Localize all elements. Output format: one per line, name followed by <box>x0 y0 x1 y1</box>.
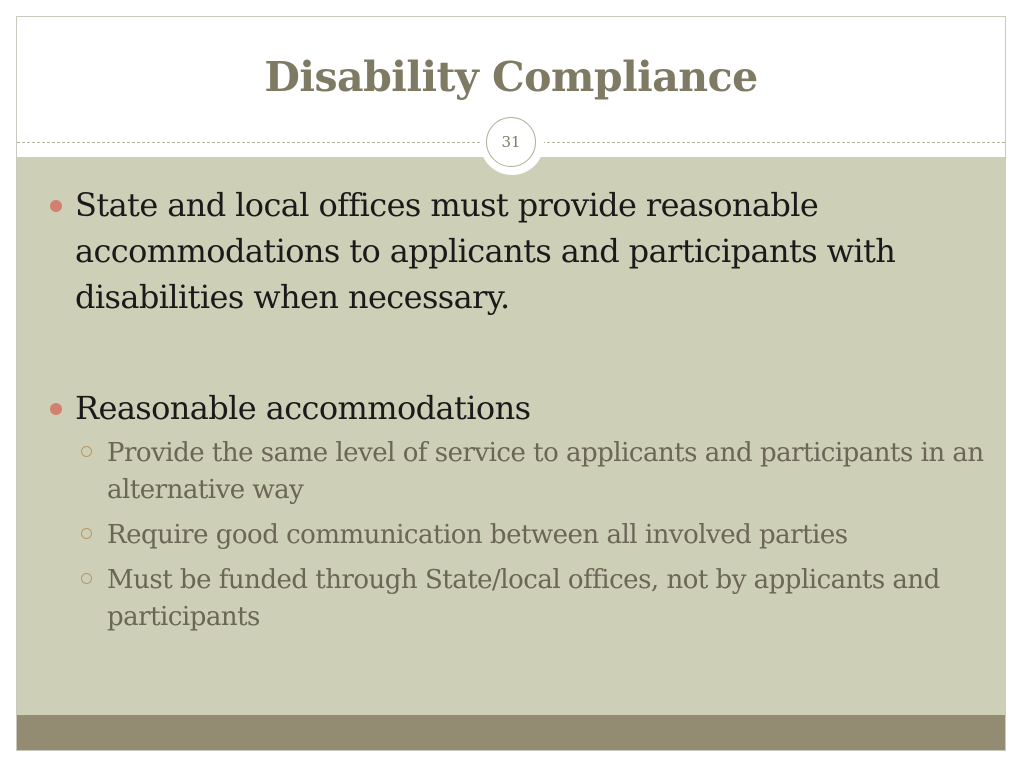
sub-bullet-ring-icon <box>81 528 92 539</box>
sub-bullet-ring-icon <box>81 446 92 457</box>
sub-bullet-text: Must be funded through State/local offices, not by applicants and participants <box>107 565 940 632</box>
bullet-dot-icon <box>50 200 62 212</box>
sub-bullet-item <box>107 435 987 509</box>
sub-bullet-item <box>107 517 987 554</box>
bullet-item <box>75 385 985 431</box>
sub-bullet-ring-icon <box>81 573 92 584</box>
bullet-text: Reasonable accommodations <box>75 389 531 427</box>
slide-title: Disability Compliance <box>264 53 758 101</box>
content-area <box>17 157 1005 715</box>
footer-bar <box>17 715 1005 751</box>
bullet-text: State and local offices must provide reasonable accommodations to applicants and participants with disabilities when necessary. <box>75 186 896 316</box>
bullet-dot-icon <box>50 403 62 415</box>
slide <box>16 16 1006 751</box>
sub-bullet-item <box>107 562 987 636</box>
sub-bullet-text: Require good communication between all involved parties <box>107 520 848 550</box>
page-number-badge <box>480 111 544 175</box>
bullet-item <box>75 182 985 320</box>
page-number: 31 <box>486 117 536 167</box>
sub-bullet-text: Provide the same level of service to applicants and participants in an alternative way <box>107 438 984 505</box>
